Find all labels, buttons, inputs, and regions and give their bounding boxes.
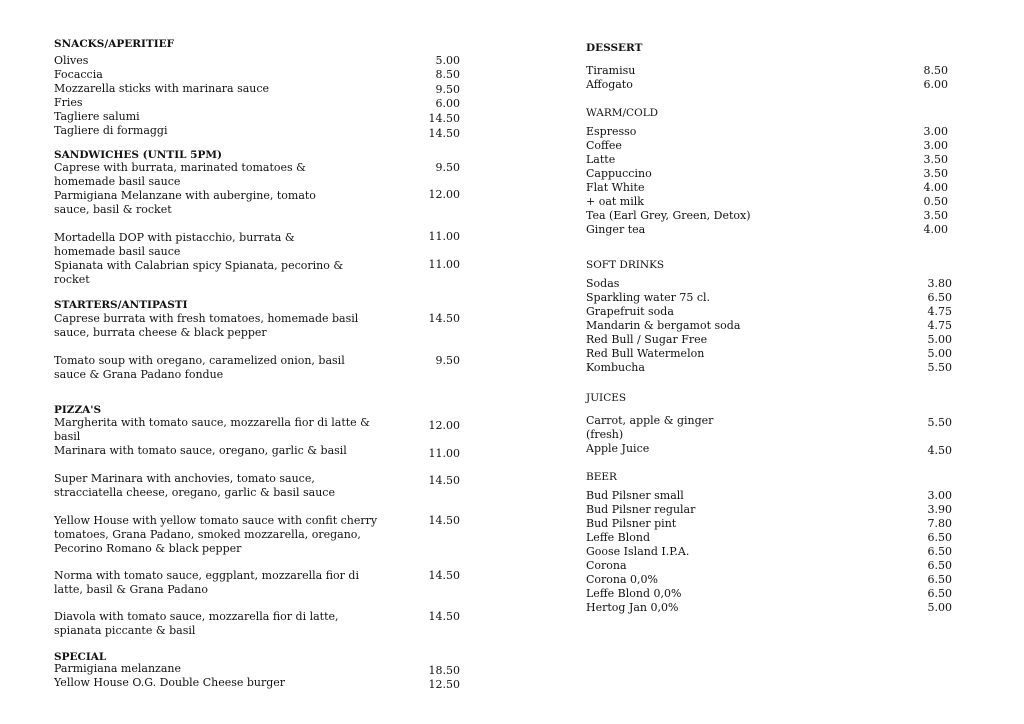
beer-item-price: 6.50	[927, 573, 952, 586]
softdrink-item-price: 4.75	[927, 305, 952, 318]
sandwich-item-name: Caprese with burrata, marinated tomatoes & homemade basil sauce	[54, 161, 306, 188]
beer-item-name: Bud Pilsner small	[586, 489, 684, 502]
softdrinks-heading: SOFT DRINKS	[586, 259, 665, 271]
beer-item-name: Corona	[586, 559, 627, 572]
beer-item-price: 6.50	[927, 559, 952, 572]
warmcold-item-name: Espresso	[586, 125, 637, 138]
sandwich-item-price: 11.00	[428, 258, 460, 271]
warmcold-item-price: 3.50	[923, 167, 948, 180]
softdrink-item-price: 3.80	[927, 277, 952, 290]
snacks-item-name: Mozzarella sticks with marinara sauce	[54, 82, 270, 95]
snacks-heading: SNACKS/APERITIEF	[54, 38, 175, 50]
sandwich-item-price: 11.00	[428, 230, 460, 243]
warmcold-item-price: 3.50	[923, 209, 948, 222]
sandwich-item-price: 12.00	[428, 188, 460, 201]
softdrink-item-name: Sodas	[586, 277, 620, 290]
warmcold-item-price: 0.50	[923, 195, 948, 208]
warmcold-item-name: Flat White	[586, 181, 645, 194]
beer-item-name: Bud Pilsner regular	[586, 503, 696, 516]
beer-item-price: 6.50	[927, 531, 952, 544]
dessert-item-name: Affogato	[586, 78, 633, 91]
softdrink-item-name: Red Bull / Sugar Free	[586, 333, 708, 346]
snacks-item-name: Focaccia	[54, 68, 103, 81]
juice-item-price: 5.50	[927, 416, 952, 429]
sandwich-item-price: 9.50	[435, 161, 460, 174]
starter-item-price: 14.50	[428, 312, 460, 325]
warmcold-item-price: 3.00	[923, 125, 948, 138]
dessert-item-price: 6.00	[923, 78, 948, 91]
beer-item-name: Hertog Jan 0,0%	[586, 601, 679, 614]
softdrink-item-name: Grapefruit soda	[586, 305, 674, 318]
pizzas-heading: PIZZA'S	[54, 404, 102, 416]
softdrink-item-price: 5.00	[927, 347, 952, 360]
softdrink-item-price: 6.50	[927, 291, 952, 304]
beer-item-name: Bud Pilsner pint	[586, 517, 677, 530]
snacks-item-price: 14.50	[428, 112, 460, 125]
snacks-item-name: Tagliere salumi	[54, 110, 140, 123]
starter-item-price: 9.50	[435, 354, 460, 367]
snacks-item-price: 8.50	[435, 68, 460, 81]
pizza-item-name: Super Marinara with anchovies, tomato sauce, stracciatella cheese, oregano, garlic & basil sauce	[54, 472, 335, 499]
beer-item-price: 5.00	[927, 601, 952, 614]
softdrink-item-name: Mandarin & bergamot soda	[586, 319, 741, 332]
snacks-item-name: Olives	[54, 54, 89, 67]
softdrink-item-name: Red Bull Watermelon	[586, 347, 705, 360]
sandwich-item-name: Spianata with Calabrian spicy Spianata, pecorino & rocket	[54, 259, 344, 286]
warmcold-item-name: Latte	[586, 153, 616, 166]
dessert-item-price: 8.50	[923, 64, 948, 77]
pizza-item-name: Margherita with tomato sauce, mozzarella fior di latte & basil	[54, 416, 370, 443]
special-item-name: Yellow House O.G. Double Cheese burger	[54, 676, 286, 689]
special-heading: SPECIAL	[54, 651, 107, 663]
pizza-item-price: 14.50	[428, 514, 460, 527]
special-item-price: 12.50	[428, 678, 460, 691]
warmcold-item-name: Coffee	[586, 139, 622, 152]
beer-item-price: 7.80	[927, 517, 952, 530]
warmcold-item-price: 3.50	[923, 153, 948, 166]
snacks-item-price: 5.00	[435, 54, 460, 67]
special-item-name: Parmigiana melanzane	[54, 662, 181, 675]
dessert-item-name: Tiramisu	[586, 64, 636, 77]
snacks-item-price: 6.00	[435, 97, 460, 110]
dessert-heading: DESSERT	[586, 42, 643, 54]
beer-item-name: Leffe Blond	[586, 531, 650, 544]
beer-item-price: 6.50	[927, 587, 952, 600]
softdrink-item-name: Kombucha	[586, 361, 645, 374]
juice-item-price: 4.50	[927, 444, 952, 457]
juice-item-name: Apple Juice	[586, 442, 650, 455]
beer-item-name: Leffe Blond 0,0%	[586, 587, 682, 600]
pizza-item-name: Marinara with tomato sauce, oregano, garlic & basil	[54, 444, 347, 457]
pizza-item-price: 14.50	[428, 569, 460, 582]
softdrink-item-price: 5.50	[927, 361, 952, 374]
beer-item-price: 6.50	[927, 545, 952, 558]
pizza-item-name: Yellow House with yellow tomato sauce with confit cherry tomatoes, Grana Padano, smoked mozzarella, oregano, Pecorino Romano & black pepper	[54, 514, 378, 555]
beer-item-name: Goose Island I.P.A.	[586, 545, 690, 558]
warmcold-item-name: Cappuccino	[586, 167, 652, 180]
softdrink-item-price: 4.75	[927, 319, 952, 332]
snacks-item-name: Fries	[54, 96, 83, 109]
pizza-item-name: Norma with tomato sauce, eggplant, mozzarella fior di latte, basil & Grana Padano	[54, 569, 359, 596]
sandwich-item-name: Parmigiana Melanzane with aubergine, tomato sauce, basil & rocket	[54, 189, 316, 216]
softdrink-item-price: 5.00	[927, 333, 952, 346]
snacks-item-name: Tagliere di formaggi	[54, 124, 168, 137]
snacks-item-price: 9.50	[435, 83, 460, 96]
warmcold-heading: WARM/COLD	[586, 107, 659, 119]
sandwiches-heading: SANDWICHES (UNTIL 5PM)	[54, 149, 222, 161]
sandwich-item-name: Mortadella DOP with pistacchio, burrata & homemade basil sauce	[54, 231, 295, 258]
starters-heading: STARTERS/ANTIPASTI	[54, 299, 188, 311]
softdrink-item-name: Sparkling water 75 cl.	[586, 291, 711, 304]
beer-item-name: Corona 0,0%	[586, 573, 659, 586]
warmcold-item-name: + oat milk	[586, 195, 644, 208]
warmcold-item-price: 4.00	[923, 181, 948, 194]
pizza-item-name: Diavola with tomato sauce, mozzarella fior di latte, spianata piccante & basil	[54, 610, 339, 637]
starter-item-name: Caprese burrata with fresh tomatoes, homemade basil sauce, burrata cheese & black pepper	[54, 312, 359, 339]
snacks-item-price: 14.50	[428, 127, 460, 140]
warmcold-item-name: Tea (Earl Grey, Green, Detox)	[586, 209, 751, 222]
warmcold-item-name: Ginger tea	[586, 223, 646, 236]
beer-heading: BEER	[586, 471, 617, 483]
pizza-item-price: 14.50	[428, 474, 460, 487]
warmcold-item-price: 3.00	[923, 139, 948, 152]
pizza-item-price: 14.50	[428, 610, 460, 623]
warmcold-item-price: 4.00	[923, 223, 948, 236]
beer-item-price: 3.90	[927, 503, 952, 516]
starter-item-name: Tomato soup with oregano, caramelized onion, basil sauce & Grana Padano fondue	[54, 354, 345, 381]
juices-heading: JUICES	[586, 392, 627, 404]
pizza-item-price: 11.00	[428, 447, 460, 460]
special-item-price: 18.50	[428, 664, 460, 677]
beer-item-price: 3.00	[927, 489, 952, 502]
juice-item-name: Carrot, apple & ginger (fresh)	[586, 414, 714, 441]
pizza-item-price: 12.00	[428, 419, 460, 432]
